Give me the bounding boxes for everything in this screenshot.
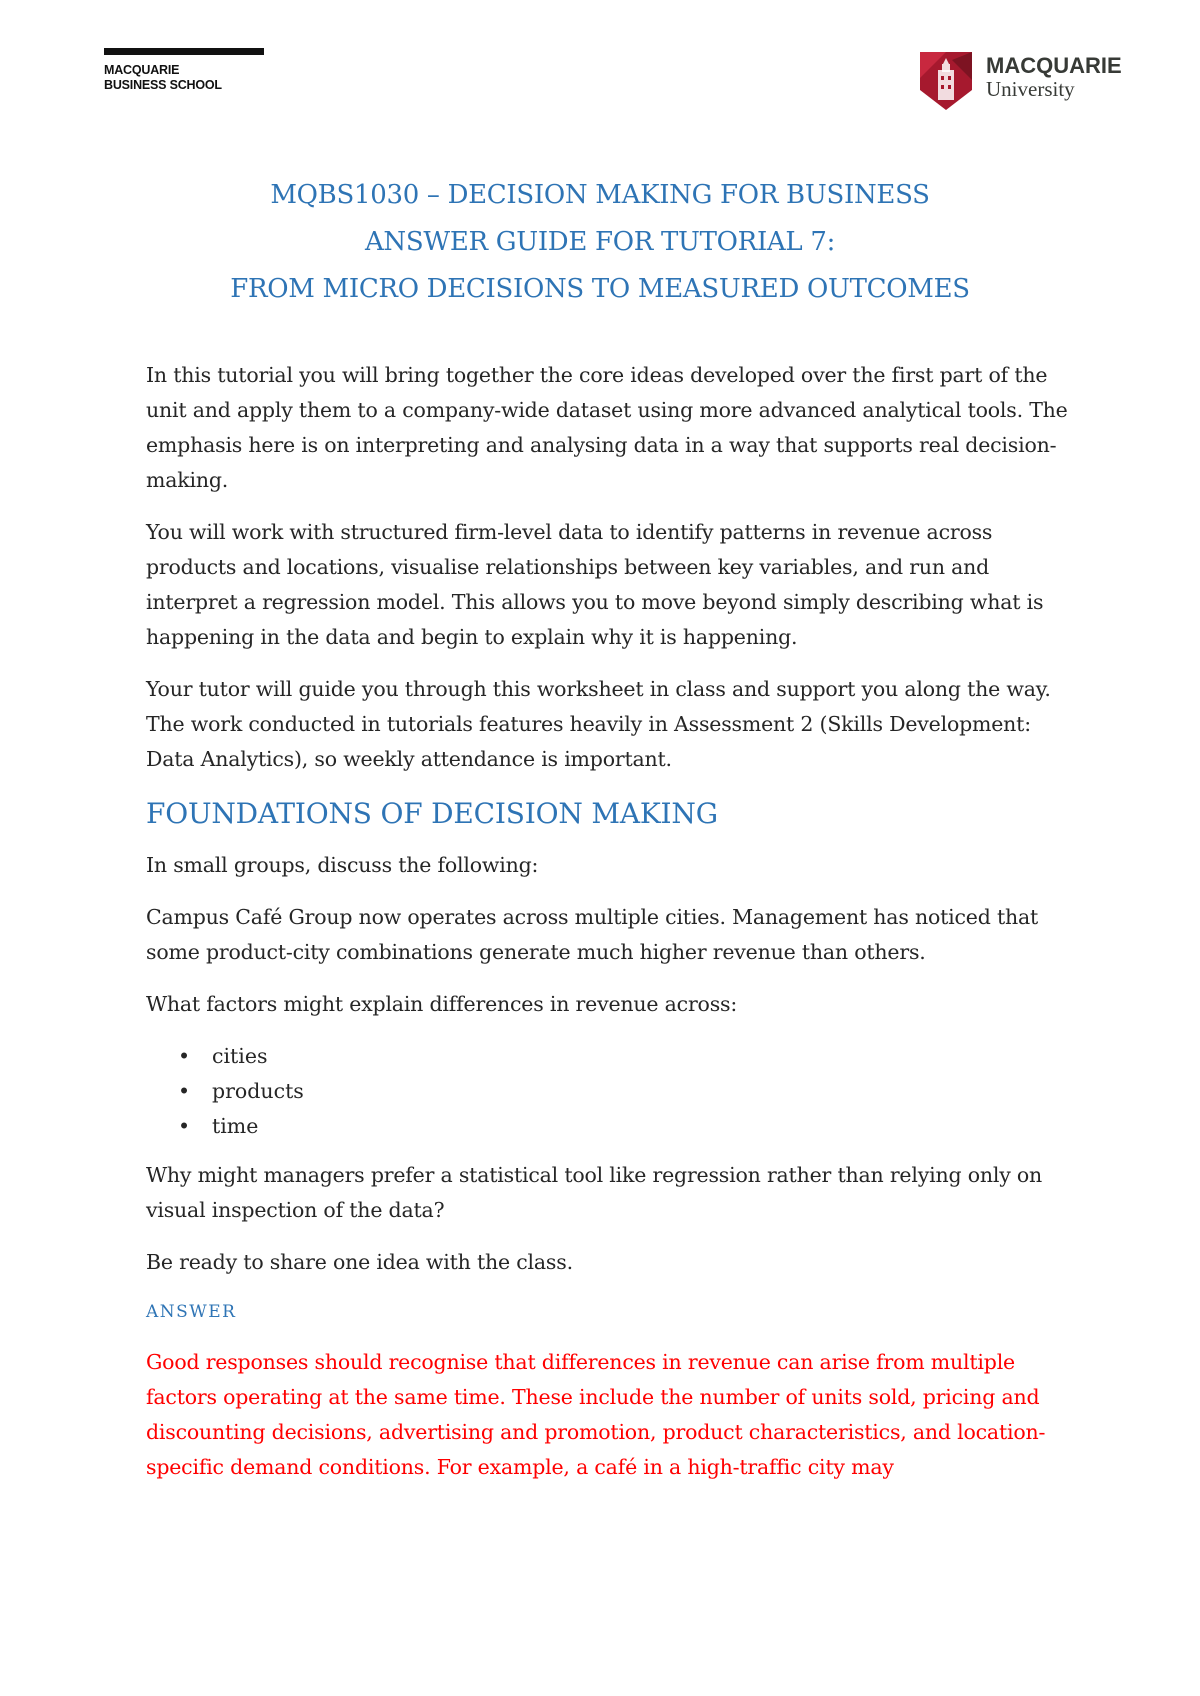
university-subtitle: University: [986, 77, 1075, 101]
list-item: • time: [212, 1109, 1076, 1144]
list-item: • cities: [212, 1039, 1076, 1074]
document-body: [146, 358, 1076, 1485]
university-name: MACQUARIE: [986, 53, 1122, 78]
macquarie-university-logo: [918, 50, 1128, 112]
intro-paragraph-1: In this tutorial you will bring together the core ideas developed over the first part of the unit and apply them to a company-wide dataset using more advanced analytical tools. The emphasis here is on interpreting and analysing data in a way that supports real decision-making.: [146, 363, 1068, 492]
discussion-prompt: In small groups, discuss the following:: [146, 853, 539, 877]
school-line-1: MACQUARIE: [104, 63, 180, 77]
business-school-wordmark: [104, 63, 222, 93]
answer-label: ANSWER: [146, 1302, 237, 1322]
title-line-2: ANSWER GUIDE FOR TUTORIAL 7:: [364, 227, 836, 257]
answer-text: Good responses should recognise that differences in revenue can arise from multiple factors operating at the same time. These include the number of units sold, pricing and discounting decisions, advertising and promotion, product characteristics, and location-specific demand conditions. For example, a café in a high-traffic city may: [146, 1350, 1046, 1479]
regression-question: Why might managers prefer a statistical tool like regression rather than relying only on visual inspection of the data?: [146, 1163, 1043, 1222]
list-item: • products: [212, 1074, 1076, 1109]
intro-paragraph-2: You will work with structured firm-level data to identify patterns in revenue across products and locations, visualise relationships between key variables, and run and interpret a regression model. This allows you to move beyond simply describing what is happening in the data and begin to explain why it is happening.: [146, 520, 1044, 649]
section-heading: FOUNDATIONS OF DECISION MAKING: [146, 797, 718, 830]
factor-list: [146, 1039, 1076, 1144]
bullet-icon: •: [178, 1114, 191, 1138]
share-instruction: Be ready to share one idea with the class.: [146, 1250, 573, 1274]
macquarie-shield-icon: [918, 50, 974, 112]
school-rule: [104, 48, 264, 55]
intro-paragraph-3: Your tutor will guide you through this worksheet in class and support you along the way. The work conducted in tutorials features heavily in Assessment 2 (Skills Development: Data Analytics), so weekly attendance is important.: [146, 677, 1051, 771]
bullet-icon: •: [178, 1079, 191, 1103]
title-line-3: FROM MICRO DECISIONS TO MEASURED OUTCOMES: [230, 274, 970, 304]
school-line-2: BUSINESS SCHOOL: [104, 78, 222, 92]
title-line-1: MQBS1030 – DECISION MAKING FOR BUSINESS: [270, 180, 930, 210]
bullet-icon: •: [178, 1044, 191, 1068]
scenario-paragraph: Campus Café Group now operates across multiple cities. Management has noticed that some product-city combinations generate much higher revenue than others.: [146, 905, 1039, 964]
document-title: [100, 172, 1100, 313]
factors-question: What factors might explain differences in revenue across:: [146, 992, 738, 1016]
